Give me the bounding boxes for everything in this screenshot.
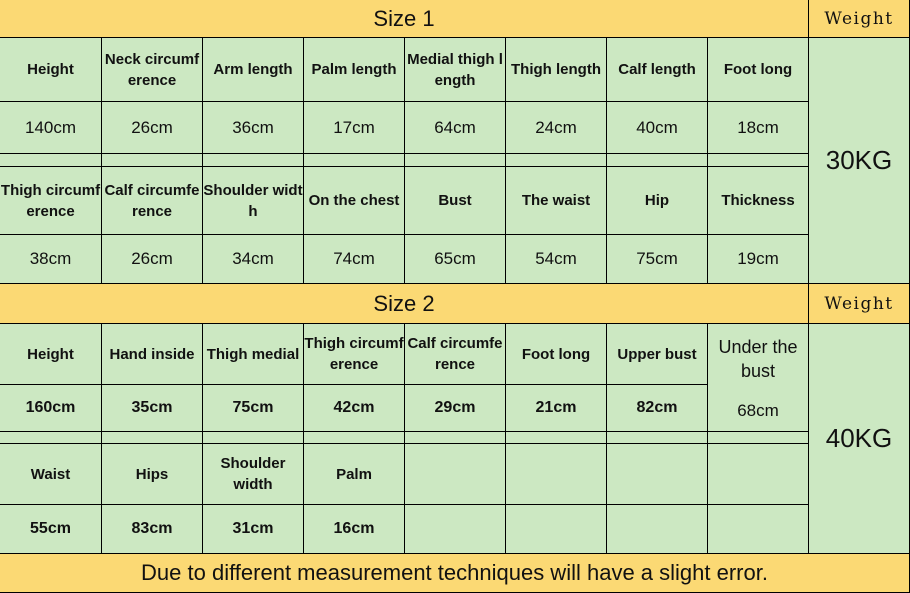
- size1-header-1: [102, 38, 203, 102]
- size1-value-3-text: 17cm: [333, 117, 375, 137]
- size2-value2-7: [708, 505, 809, 554]
- size1-header-3-text: Palm length: [311, 61, 397, 78]
- size2-value2-2: [203, 505, 304, 554]
- size2-header2-3-text: Palm: [336, 465, 372, 483]
- size2-value-5-text: 21cm: [535, 399, 577, 416]
- size2-header-5: [506, 324, 607, 385]
- size1-value-5-text: 24cm: [535, 117, 577, 137]
- size2-header2-5: [506, 444, 607, 505]
- size2-header2-1: [102, 444, 203, 505]
- size2-title: [0, 284, 809, 324]
- size2-value-2-text: 75cm: [232, 399, 274, 416]
- size2-under-bust: [708, 324, 809, 432]
- size1-header2-6: [607, 167, 708, 235]
- footer-note: [0, 554, 910, 593]
- size2-value2-4: [405, 505, 506, 554]
- size1-spacer-2: [203, 154, 304, 167]
- size1-value-4: [405, 102, 506, 154]
- size2-header2-3: [304, 444, 405, 505]
- size2-value-6: [607, 385, 708, 432]
- size1-header-7: [708, 38, 809, 102]
- size2-spacer-1: [102, 432, 203, 444]
- size2-value-3: [304, 385, 405, 432]
- size2-value2-6: [607, 505, 708, 554]
- size2-value2-0: [0, 505, 102, 554]
- size1-value2-6-text: 75cm: [636, 249, 678, 268]
- size2-header-3: [304, 324, 405, 385]
- size2-value-6-text: 82cm: [636, 399, 678, 416]
- size1-header2-2-text: Shoulder width: [203, 181, 303, 220]
- size2-value-1: [102, 385, 203, 432]
- size1-header2-4: [405, 167, 506, 235]
- size1-weight-value-text: 30KG: [825, 145, 893, 175]
- size1-header-4: [405, 38, 506, 102]
- size2-header2-0-text: Waist: [30, 465, 71, 483]
- size2-weight-value: [809, 324, 910, 554]
- size2-spacer-4: [405, 432, 506, 444]
- size1-header-5: [506, 38, 607, 102]
- size1-spacer-3: [304, 154, 405, 167]
- size2-title-text: Size 2: [373, 290, 435, 316]
- size2-value2-1: [102, 505, 203, 554]
- size2-spacer-5: [506, 432, 607, 444]
- size1-spacer-7: [708, 154, 809, 167]
- size2-value-2: [203, 385, 304, 432]
- size1-value2-6: [607, 235, 708, 284]
- size2-header-6-text: Upper bust: [617, 345, 697, 363]
- size1-header2-3-text: On the chest: [308, 192, 400, 209]
- size2-value-4: [405, 385, 506, 432]
- size1-header2-6-text: Hip: [644, 192, 670, 209]
- size2-header-1-text: Hand inside: [109, 345, 195, 363]
- size2-value-0-text: 160cm: [25, 399, 76, 416]
- size2-value-1-text: 35cm: [131, 399, 173, 416]
- size1-spacer-5: [506, 154, 607, 167]
- size2-spacer-6: [607, 432, 708, 444]
- size2-value2-2-text: 31cm: [232, 520, 274, 537]
- size1-header2-5-text: The waist: [521, 192, 591, 209]
- size1-header-6: [607, 38, 708, 102]
- size1-header-0: [0, 38, 102, 102]
- size1-value-3: [304, 102, 405, 154]
- size1-header-1-text: Neck circumference: [104, 50, 200, 89]
- size1-value2-2: [203, 235, 304, 284]
- size1-spacer-1: [102, 154, 203, 167]
- size1-header2-1-text: Calf circumference: [104, 181, 200, 220]
- size1-header2-7-text: Thickness: [721, 192, 795, 209]
- size2-spacer-0: [0, 432, 102, 444]
- size2-value-3-text: 42cm: [333, 399, 375, 416]
- size2-header-2-text: Thigh medial: [206, 345, 300, 363]
- size1-value2-4: [405, 235, 506, 284]
- size1-header2-3: [304, 167, 405, 235]
- size1-spacer-4: [405, 154, 506, 167]
- size1-value2-2-text: 34cm: [232, 249, 274, 268]
- size1-title: [0, 0, 809, 38]
- size1-header2-5: [506, 167, 607, 235]
- size1-value2-3-text: 74cm: [333, 249, 375, 268]
- size1-header2-0-text: Thigh circumference: [0, 181, 101, 220]
- size1-header-4-text: Medial thigh length: [407, 50, 503, 89]
- size1-value-1: [102, 102, 203, 154]
- size2-header-0-text: Height: [27, 345, 74, 363]
- size2-header2-4: [405, 444, 506, 505]
- size1-header-2-text: Arm length: [213, 61, 293, 78]
- size2-value2-3-text: 16cm: [333, 520, 375, 537]
- size2-header-4-text: Calf circumference: [407, 335, 503, 373]
- size1-value-5: [506, 102, 607, 154]
- size2-header2-1-text: Hips: [135, 465, 169, 483]
- size2-header2-7: [708, 444, 809, 505]
- size1-value-0: [0, 102, 102, 154]
- footer-note-text: Due to different measurement techniques will have a slight error.: [141, 560, 768, 585]
- size2-value2-5: [506, 505, 607, 554]
- size1-value-4-text: 64cm: [434, 117, 476, 137]
- size1-value2-5: [506, 235, 607, 284]
- size1-header2-7: [708, 167, 809, 235]
- size1-value2-0: [0, 235, 102, 284]
- size2-value2-0-text: 55cm: [30, 520, 71, 537]
- size1-value2-7: [708, 235, 809, 284]
- size2-header-6: [607, 324, 708, 385]
- size1-value-6: [607, 102, 708, 154]
- size1-header2-4-text: Bust: [438, 192, 472, 209]
- size1-weight-value: [809, 38, 910, 284]
- size2-value2-3: [304, 505, 405, 554]
- size1-value-7: [708, 102, 809, 154]
- size2-weight-label: [809, 284, 910, 324]
- size2-header-1: [102, 324, 203, 385]
- size2-header-2: [203, 324, 304, 385]
- size1-value-6-text: 40cm: [636, 117, 678, 137]
- size1-value-1-text: 26cm: [131, 117, 173, 137]
- size1-value2-5-text: 54cm: [535, 249, 577, 268]
- size2-header-4: [405, 324, 506, 385]
- size1-weight-label: [809, 0, 910, 38]
- size1-header-6-text: Calf length: [618, 61, 696, 78]
- size1-value2-0-text: 38cm: [29, 249, 72, 268]
- size1-header-5-text: Thigh length: [511, 61, 601, 78]
- under-bust-value: 68cm: [737, 400, 779, 420]
- size2-value2-1-text: 83cm: [131, 520, 173, 537]
- size2-header2-2-text: Shoulder width: [220, 455, 286, 493]
- size1-value-2-text: 36cm: [232, 117, 274, 137]
- size1-value2-1-text: 26cm: [131, 249, 173, 268]
- size2-header-3-text: Thigh circumference: [304, 335, 404, 373]
- size1-value2-7-text: 19cm: [737, 249, 779, 268]
- size1-value-2: [203, 102, 304, 154]
- size1-header2-1: [102, 167, 203, 235]
- size2-value-5: [506, 385, 607, 432]
- size2-header2-0: [0, 444, 102, 505]
- size1-value2-3: [304, 235, 405, 284]
- size1-weight-label-text: Weight: [824, 8, 894, 29]
- under-bust-label: Under the bust: [718, 336, 798, 381]
- size2-header-0: [0, 324, 102, 385]
- size1-header2-2: [203, 167, 304, 235]
- size2-value-0: [0, 385, 102, 432]
- size1-header2-0: [0, 167, 102, 235]
- size1-value2-1: [102, 235, 203, 284]
- size1-value-7-text: 18cm: [737, 117, 779, 137]
- size1-header-3: [304, 38, 405, 102]
- size2-header-5-text: Foot long: [521, 345, 591, 363]
- size2-spacer-2: [203, 432, 304, 444]
- size1-header-0-text: Height: [27, 61, 74, 78]
- size1-value2-4-text: 65cm: [434, 249, 476, 268]
- size2-spacer-7: [708, 432, 809, 444]
- size1-title-text: Size 1: [373, 5, 435, 31]
- size2-value-4-text: 29cm: [434, 399, 476, 416]
- size1-spacer-6: [607, 154, 708, 167]
- size1-header-7-text: Foot long: [723, 61, 793, 78]
- size1-header-2: [203, 38, 304, 102]
- size2-spacer-3: [304, 432, 405, 444]
- size2-header2-6: [607, 444, 708, 505]
- size2-weight-label-text: Weight: [824, 293, 894, 314]
- size2-header2-2: [203, 444, 304, 505]
- size1-spacer-0: [0, 154, 102, 167]
- size2-weight-value-text: 40KG: [825, 423, 893, 453]
- size1-value-0-text: 140cm: [24, 117, 77, 137]
